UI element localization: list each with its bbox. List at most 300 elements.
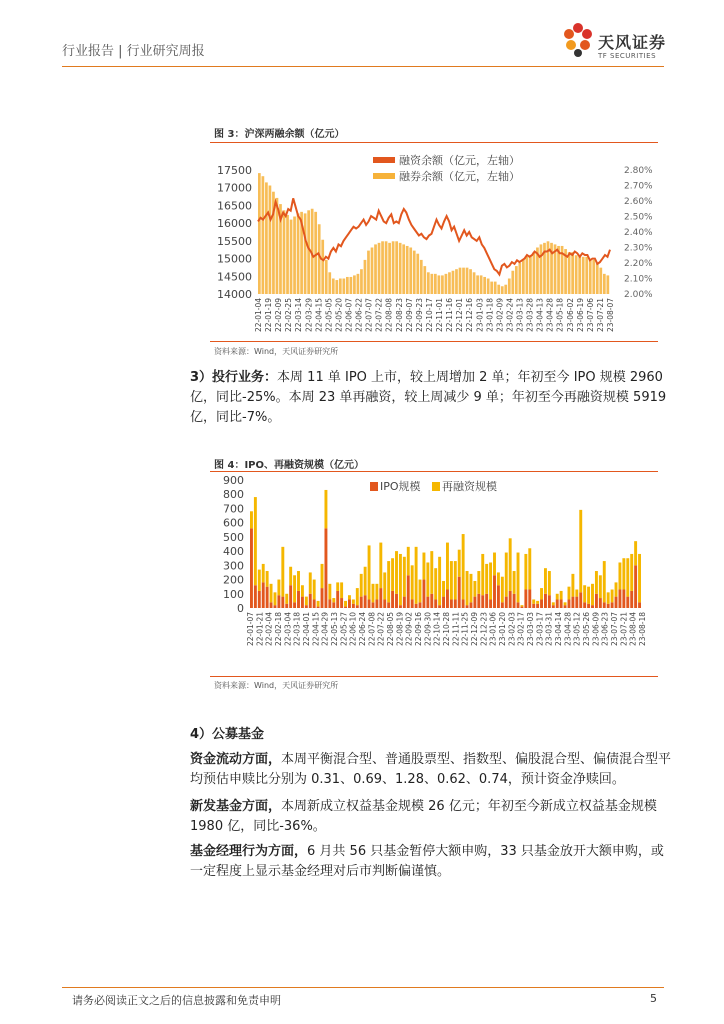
x-tick-label: 23-06-19 bbox=[575, 298, 585, 333]
fig3-bottom-rule bbox=[210, 341, 658, 342]
ipo-bar bbox=[328, 599, 331, 608]
refinancing-bar bbox=[536, 601, 539, 604]
ipo-bar bbox=[434, 599, 437, 608]
refinancing-bar bbox=[599, 575, 602, 598]
ipo-bar bbox=[270, 602, 273, 608]
short-balance-bar bbox=[603, 274, 606, 294]
x-tick-label: 22-04-15 bbox=[311, 612, 321, 647]
ipo-bar bbox=[422, 580, 425, 608]
y-left-tick-label: 16000 bbox=[217, 217, 252, 231]
brand-name: 天风证券 bbox=[598, 33, 667, 52]
short-balance-bar bbox=[522, 260, 525, 294]
ipo-bar bbox=[560, 599, 563, 608]
ipo-bar bbox=[360, 597, 363, 608]
short-balance-bar bbox=[406, 246, 409, 294]
ipo-bar bbox=[446, 590, 449, 608]
refinancing-bar bbox=[411, 565, 414, 599]
ipo-bar bbox=[622, 590, 625, 608]
ipo-bar bbox=[340, 598, 343, 608]
ipo-bar bbox=[285, 604, 288, 608]
y-tick-label: 200 bbox=[223, 573, 244, 587]
ipo-bar bbox=[419, 602, 422, 608]
refinancing-bar bbox=[270, 584, 273, 602]
x-tick-label: 22-02-04 bbox=[264, 612, 274, 647]
short-balance-bar bbox=[321, 240, 324, 294]
x-tick-label: 23-08-18 bbox=[638, 612, 647, 647]
x-tick-label: 23-04-28 bbox=[545, 298, 555, 333]
y-tick-label: 700 bbox=[223, 502, 244, 516]
short-balance-bar bbox=[364, 260, 367, 294]
short-balance-bar bbox=[402, 244, 405, 294]
short-balance-bar bbox=[504, 285, 507, 294]
x-tick-label: 22-06-22 bbox=[354, 298, 364, 333]
refinancing-bar bbox=[301, 585, 304, 596]
ipo-bar bbox=[403, 597, 406, 608]
refinancing-bar bbox=[513, 571, 516, 594]
short-balance-bar bbox=[434, 274, 437, 294]
x-tick-label: 22-11-25 bbox=[460, 612, 470, 647]
refinancing-bar bbox=[372, 584, 375, 602]
x-tick-label: 23-05-26 bbox=[582, 612, 591, 647]
short-balance-bar bbox=[293, 217, 296, 295]
ipo-bar bbox=[497, 585, 500, 608]
short-balance-bar bbox=[265, 182, 268, 294]
short-balance-bar bbox=[283, 210, 286, 294]
short-balance-bar bbox=[385, 241, 388, 294]
x-tick-label: 23-02-09 bbox=[495, 298, 505, 333]
x-tick-label: 23-02-03 bbox=[507, 612, 517, 647]
fig4-bottom-rule bbox=[210, 676, 658, 677]
x-tick-label: 22-09-16 bbox=[414, 612, 423, 647]
x-tick-label: 22-04-29 bbox=[320, 612, 330, 647]
x-tick-label: 22-08-05 bbox=[386, 612, 395, 647]
y-right-tick-label: 2.20% bbox=[624, 259, 653, 269]
refinancing-bar bbox=[607, 592, 610, 603]
ipo-bar bbox=[552, 605, 555, 608]
x-tick-label: 22-04-01 bbox=[302, 612, 311, 647]
refinancing-bar bbox=[277, 580, 280, 596]
ipo-bar bbox=[634, 565, 637, 608]
ipo-bar bbox=[599, 598, 602, 608]
refinancing-bar bbox=[305, 597, 308, 606]
flower-logo-icon bbox=[560, 20, 596, 60]
ipo-bar bbox=[568, 599, 571, 608]
x-tick-label: 23-06-02 bbox=[565, 298, 575, 333]
ipo-bar bbox=[458, 577, 461, 608]
short-balance-bar bbox=[480, 275, 483, 294]
y-right-tick-label: 2.60% bbox=[624, 197, 653, 207]
ipo-bar bbox=[564, 605, 567, 608]
ipo-bar bbox=[505, 597, 508, 608]
y-tick-label: 600 bbox=[223, 516, 244, 530]
paragraph-flow bbox=[190, 750, 674, 790]
x-tick-label: 22-08-08 bbox=[384, 298, 394, 333]
ipo-bar bbox=[415, 604, 418, 608]
x-tick-label: 23-01-03 bbox=[475, 298, 485, 333]
short-balance-bar bbox=[529, 255, 532, 294]
x-tick-label: 23-07-07 bbox=[610, 612, 619, 647]
ipo-bar bbox=[309, 594, 312, 608]
ipo-bar bbox=[544, 594, 547, 608]
short-balance-bar bbox=[469, 269, 472, 294]
short-balance-bar bbox=[339, 279, 342, 295]
ipo-bar bbox=[638, 602, 641, 608]
x-tick-label: 22-09-07 bbox=[404, 298, 414, 333]
ipo-bar bbox=[470, 602, 473, 608]
ipo-bar bbox=[513, 594, 516, 608]
x-tick-label: 22-05-27 bbox=[339, 612, 349, 647]
ipo-bar bbox=[509, 591, 512, 608]
short-balance-bar bbox=[332, 279, 335, 295]
x-tick-label: 22-10-28 bbox=[442, 612, 451, 647]
y-right-tick-label: 2.50% bbox=[624, 212, 653, 223]
legend-swatch bbox=[373, 157, 395, 163]
ipo-bar bbox=[520, 607, 523, 608]
refinancing-bar bbox=[626, 558, 629, 596]
short-balance-bar bbox=[346, 277, 349, 294]
short-balance-bar bbox=[325, 260, 328, 294]
ipo-bar bbox=[477, 594, 480, 608]
refinancing-bar bbox=[434, 568, 437, 599]
short-balance-bar bbox=[455, 269, 458, 294]
ipo-bar bbox=[473, 597, 476, 608]
fig4-source: 资料来源：Wind，天风证券研究所 bbox=[214, 681, 339, 690]
refinancing-bar bbox=[622, 558, 625, 589]
ipo-bar bbox=[626, 597, 629, 608]
paragraph-flow-body: 本周平衡混合型、普通股票型、指数型、偏股混合型、偏债混合型平均预估申赎比分别为 0.31、0.69、1.28、0.62、0.74，预计资金净赎回。 bbox=[190, 752, 672, 787]
y-right-tick-label: 2.00% bbox=[624, 290, 653, 300]
ipo-bar bbox=[430, 594, 433, 608]
refinancing-bar bbox=[450, 561, 453, 599]
ipo-bar bbox=[356, 605, 359, 608]
ipo-bar bbox=[274, 605, 277, 608]
report-category: 行业报告 | 行业研究周报 bbox=[62, 44, 205, 59]
refinancing-bar bbox=[340, 582, 343, 598]
y-tick-label: 900 bbox=[223, 474, 244, 487]
ipo-bar bbox=[442, 597, 445, 608]
refinancing-bar bbox=[517, 553, 520, 603]
x-tick-label: 22-07-08 bbox=[367, 612, 377, 647]
paragraph-manager-body: 6 月共 56 只基金暂停大额申购，33 只基金放开大额申购，或一定程度上显示基金经理对后市判断偏谨慎。 bbox=[190, 844, 664, 879]
refinancing-bar bbox=[250, 511, 253, 528]
x-tick-label: 22-12-23 bbox=[479, 612, 489, 647]
legend-label: IPO规模 bbox=[380, 480, 421, 493]
refinancing-bar bbox=[383, 572, 386, 599]
refinancing-bar bbox=[571, 574, 574, 597]
x-tick-label: 23-04-28 bbox=[563, 612, 573, 647]
refinancing-bar bbox=[446, 543, 449, 590]
ipo-bar bbox=[532, 604, 535, 608]
refinancing-bar bbox=[481, 554, 484, 595]
short-balance-bar bbox=[395, 241, 398, 294]
short-balance-bar bbox=[592, 260, 595, 294]
ipo-bar bbox=[493, 575, 496, 608]
refinancing-bar bbox=[579, 510, 582, 592]
short-balance-bar bbox=[589, 260, 592, 294]
ipo-bar bbox=[293, 602, 296, 608]
refinancing-bar bbox=[360, 574, 363, 597]
ipo-bar bbox=[391, 591, 394, 608]
footer-rule bbox=[62, 987, 664, 988]
ipo-bar bbox=[383, 599, 386, 608]
short-balance-bar bbox=[578, 255, 581, 294]
short-balance-bar bbox=[476, 275, 479, 294]
ipo-bar bbox=[254, 585, 257, 608]
ipo-bar bbox=[528, 590, 531, 608]
y-left-tick-label: 15000 bbox=[217, 252, 252, 266]
short-balance-bar bbox=[533, 252, 536, 294]
short-balance-bar bbox=[399, 243, 402, 294]
refinancing-bar bbox=[548, 571, 551, 595]
ipo-bar bbox=[571, 597, 574, 608]
ipo-bar bbox=[575, 597, 578, 608]
x-tick-label: 22-10-17 bbox=[424, 298, 434, 333]
refinancing-bar bbox=[603, 561, 606, 602]
x-tick-label: 23-03-17 bbox=[535, 612, 545, 647]
refinancing-bar bbox=[587, 587, 590, 604]
refinancing-bar bbox=[556, 594, 559, 600]
refinancing-bar bbox=[528, 548, 531, 589]
short-balance-bar bbox=[269, 186, 272, 295]
refinancing-bar bbox=[544, 568, 547, 594]
ipo-bar bbox=[540, 599, 543, 608]
paragraph-newfund-head: 新发基金方面， bbox=[190, 799, 282, 814]
x-tick-label: 22-12-16 bbox=[465, 298, 475, 333]
paragraph-ib bbox=[190, 368, 674, 428]
y-tick-label: 0 bbox=[237, 602, 244, 615]
refinancing-bar bbox=[391, 558, 394, 591]
y-left-tick-label: 16500 bbox=[217, 199, 252, 213]
x-tick-label: 22-05-05 bbox=[324, 298, 334, 333]
refinancing-bar bbox=[309, 572, 312, 593]
ipo-bar bbox=[481, 595, 484, 608]
ipo-bar bbox=[615, 597, 618, 608]
x-tick-label: 22-06-10 bbox=[348, 612, 358, 647]
legend-swatch bbox=[373, 173, 395, 179]
ipo-bar bbox=[583, 602, 586, 608]
y-tick-label: 800 bbox=[223, 488, 244, 502]
x-tick-label: 22-08-23 bbox=[394, 298, 404, 333]
ipo-bar bbox=[317, 607, 320, 608]
fig4-title: 图 4：IPO、再融资规模（亿元） bbox=[214, 460, 364, 471]
ipo-bar bbox=[266, 587, 269, 608]
refinancing-bar bbox=[493, 553, 496, 576]
x-tick-label: 22-11-11 bbox=[451, 612, 461, 647]
x-tick-label: 23-03-03 bbox=[526, 612, 535, 647]
short-balance-bar bbox=[392, 241, 395, 294]
page-number: 5 bbox=[650, 992, 657, 1005]
x-tick-label: 22-05-20 bbox=[334, 298, 344, 333]
short-balance-bar bbox=[441, 275, 444, 294]
short-balance-bar bbox=[290, 220, 293, 294]
y-left-tick-label: 17000 bbox=[217, 181, 252, 195]
fig4-rule bbox=[210, 471, 658, 472]
ipo-bar bbox=[536, 604, 539, 608]
refinancing-bar bbox=[281, 547, 284, 597]
margin-balance-chart bbox=[208, 148, 668, 338]
x-tick-label: 22-02-18 bbox=[274, 612, 283, 647]
refinancing-bar bbox=[403, 557, 406, 597]
y-right-tick-label: 2.10% bbox=[624, 274, 653, 285]
fig3-rule bbox=[210, 142, 658, 143]
x-tick-label: 23-07-06 bbox=[585, 298, 595, 333]
ipo-bar bbox=[301, 597, 304, 608]
refinancing-bar bbox=[258, 570, 261, 591]
ipo-bar bbox=[375, 599, 378, 608]
short-balance-bar bbox=[459, 268, 462, 294]
ipo-bar bbox=[352, 604, 355, 608]
y-right-tick-label: 2.80% bbox=[624, 166, 653, 176]
refinancing-bar bbox=[379, 543, 382, 589]
short-balance-bar bbox=[388, 243, 391, 294]
short-balance-bar bbox=[452, 271, 455, 294]
x-tick-label: 23-03-31 bbox=[544, 612, 554, 647]
y-left-tick-label: 17500 bbox=[217, 164, 252, 177]
refinancing-bar bbox=[395, 551, 398, 594]
refinancing-bar bbox=[266, 571, 269, 587]
y-left-tick-label: 15500 bbox=[217, 234, 252, 248]
refinancing-bar bbox=[583, 585, 586, 602]
paragraph-newfund-body: 本周新成立权益基金规模 26 亿元；年初至今新成立权益基金规模 1980 亿，同比-36%。 bbox=[190, 799, 657, 834]
refinancing-bar bbox=[630, 554, 633, 591]
refinancing-bar bbox=[254, 497, 257, 585]
short-balance-bar bbox=[304, 213, 307, 294]
short-balance-bar bbox=[420, 260, 423, 294]
ipo-bar bbox=[587, 604, 590, 608]
short-balance-bar bbox=[526, 257, 529, 294]
short-balance-bar bbox=[497, 285, 500, 294]
legend-label: 再融资规模 bbox=[442, 480, 497, 493]
x-tick-label: 23-05-18 bbox=[555, 298, 565, 333]
paragraph-manager bbox=[190, 842, 674, 882]
x-tick-label: 22-03-14 bbox=[294, 298, 304, 333]
refinancing-bar bbox=[560, 591, 563, 600]
short-balance-bar bbox=[423, 266, 426, 294]
ipo-bar bbox=[348, 599, 351, 608]
refinancing-bar bbox=[336, 582, 339, 591]
x-tick-label: 23-02-17 bbox=[516, 612, 526, 647]
x-tick-label: 23-01-20 bbox=[498, 612, 507, 647]
refinancing-bar bbox=[364, 567, 367, 595]
short-balance-bar bbox=[314, 212, 317, 294]
y-right-tick-label: 2.70% bbox=[624, 181, 653, 192]
refinancing-bar bbox=[328, 584, 331, 600]
ipo-bar bbox=[313, 599, 316, 608]
refinancing-bar bbox=[348, 595, 351, 599]
x-tick-label: 23-02-24 bbox=[505, 298, 515, 333]
refinancing-bar bbox=[473, 581, 476, 597]
refinancing-bar bbox=[321, 564, 324, 588]
short-balance-bar bbox=[445, 274, 448, 294]
x-tick-label: 22-04-15 bbox=[314, 298, 324, 333]
paragraph-flow-head: 资金流动方面， bbox=[190, 752, 282, 767]
short-balance-bar bbox=[409, 248, 412, 295]
brand-logo bbox=[560, 20, 680, 66]
ipo-bar bbox=[258, 591, 261, 608]
x-tick-label: 22-03-04 bbox=[283, 612, 293, 647]
short-balance-bar bbox=[381, 241, 384, 294]
ipo-bar bbox=[407, 575, 410, 608]
x-tick-label: 23-05-12 bbox=[572, 612, 582, 647]
ipo-bar bbox=[438, 605, 441, 608]
refinancing-bar bbox=[422, 553, 425, 580]
refinancing-bar bbox=[375, 584, 378, 600]
ipo-bar bbox=[603, 602, 606, 608]
refinancing-bar bbox=[430, 551, 433, 594]
ipo-bar bbox=[289, 585, 292, 608]
x-tick-label: 22-03-18 bbox=[292, 612, 302, 647]
ipo-bar bbox=[277, 595, 280, 608]
refinancing-bar bbox=[564, 602, 567, 605]
ipo-bar bbox=[501, 602, 504, 608]
short-balance-bar bbox=[483, 277, 486, 294]
refinancing-bar bbox=[454, 561, 457, 599]
ipo-bar bbox=[611, 602, 614, 608]
ipo-bar bbox=[489, 599, 492, 608]
ipo-bar bbox=[281, 597, 284, 608]
ipo-bar bbox=[332, 602, 335, 608]
short-balance-bar bbox=[575, 255, 578, 294]
section-heading: 4）公募基金 bbox=[190, 727, 265, 742]
x-tick-label: 23-04-14 bbox=[554, 612, 563, 647]
short-balance-bar bbox=[307, 210, 310, 294]
ipo-refinancing-chart bbox=[208, 474, 668, 674]
fig3-title: 图 3：沪深两融余额（亿元） bbox=[214, 129, 345, 140]
short-balance-bar bbox=[568, 252, 571, 294]
header-rule bbox=[62, 66, 664, 67]
refinancing-bar bbox=[611, 590, 614, 603]
refinancing-bar bbox=[458, 550, 461, 577]
short-balance-bar bbox=[606, 275, 609, 294]
refinancing-bar bbox=[524, 554, 527, 590]
short-balance-bar bbox=[473, 272, 476, 294]
ipo-bar bbox=[595, 594, 598, 608]
refinancing-bar bbox=[638, 554, 641, 602]
ipo-bar bbox=[395, 594, 398, 608]
refinancing-bar bbox=[356, 588, 359, 605]
x-tick-label: 22-07-22 bbox=[376, 612, 386, 647]
ipo-bar bbox=[297, 591, 300, 608]
refinancing-bar bbox=[438, 557, 441, 605]
x-tick-label: 23-01-06 bbox=[488, 612, 498, 647]
ipo-bar bbox=[485, 594, 488, 608]
y-tick-label: 500 bbox=[223, 530, 244, 544]
refinancing-bar bbox=[532, 599, 535, 603]
x-tick-label: 23-04-13 bbox=[535, 298, 545, 333]
refinancing-bar bbox=[520, 605, 523, 606]
refinancing-bar bbox=[313, 580, 316, 600]
y-tick-label: 100 bbox=[223, 587, 244, 601]
brand-sub: TF SECURITIES bbox=[598, 52, 657, 60]
short-balance-bar bbox=[286, 215, 289, 294]
y-tick-label: 300 bbox=[223, 559, 244, 573]
refinancing-bar bbox=[591, 584, 594, 605]
refinancing-bar bbox=[615, 582, 618, 596]
x-tick-label: 22-01-19 bbox=[264, 298, 274, 333]
x-tick-label: 22-05-13 bbox=[330, 612, 339, 647]
refinancing-bar bbox=[274, 592, 277, 605]
short-balance-bar bbox=[494, 282, 497, 294]
x-tick-label: 22-08-19 bbox=[395, 612, 405, 647]
refinancing-bar bbox=[595, 571, 598, 594]
refinancing-bar bbox=[497, 572, 500, 585]
short-balance-bar bbox=[297, 213, 300, 294]
short-balance-bar bbox=[378, 243, 381, 294]
short-balance-bar bbox=[360, 269, 363, 294]
refinancing-bar bbox=[470, 574, 473, 602]
ipo-bar bbox=[556, 599, 559, 608]
refinancing-bar bbox=[540, 588, 543, 599]
